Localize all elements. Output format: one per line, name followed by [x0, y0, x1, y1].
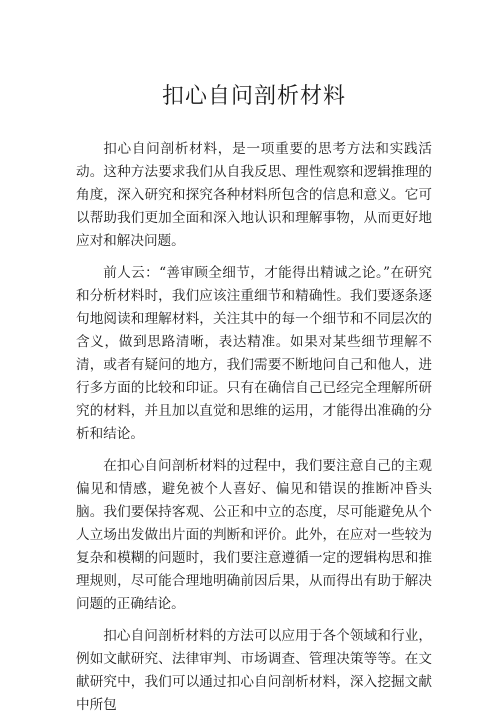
document-title: 扣心自问剖析材料 [161, 84, 346, 109]
paragraph-3: 在扣心自问剖析材料的过程中，我们要注意自己的主观偏见和情感，避免被个人喜好、偏见和错误的推断冲昏头脑。我们要保持客观、公正和中立的态度，尽可能避免从个人立场出发做出片面的判断和评价。此外，在应对一些较为复杂和模糊的问题时，我们要注意遵循一定的逻辑构思和推理规则，尽可能合理地明确前因后果，从而得出有助于解决问题的正确结论。 [76, 458, 432, 612]
paragraph-2: 前人云：“善审顾全细节，才能得出精诚之论。”在研究和分析材料时，我们应该注重细节和精确性。我们要逐条逐句地阅读和理解材料，关注其中的每一个细节和不同层次的含义，做到思路清晰，表达精准。如果对某些细节理解不清，或者有疑问的地方，我们需要不断地问自己和他人，进行多方面的比较和印证。只有在确信自己已经完全理解所研究的材料，并且加以直觉和思维的运用，才能得出准确的分析和结论。 [76, 265, 432, 442]
paragraph-1: 扣心自问剖析材料，是一项重要的思考方法和实践活动。这种方法要求我们从自我反思、理性观察和逻辑推理的角度，深入研究和探究各种材料所包含的信息和意义。它可以帮助我们更加全面和深入地认识和理解事物，从而更好地应对和解决问题。 [76, 141, 432, 249]
paragraph-4: 扣心自问剖析材料的方法可以应用于各个领域和行业，例如文献研究、法律审判、市场调查、管理决策等等。在文献研究中，我们可以通过扣心自问剖析材料，深入挖掘文献中所包 [76, 628, 432, 713]
